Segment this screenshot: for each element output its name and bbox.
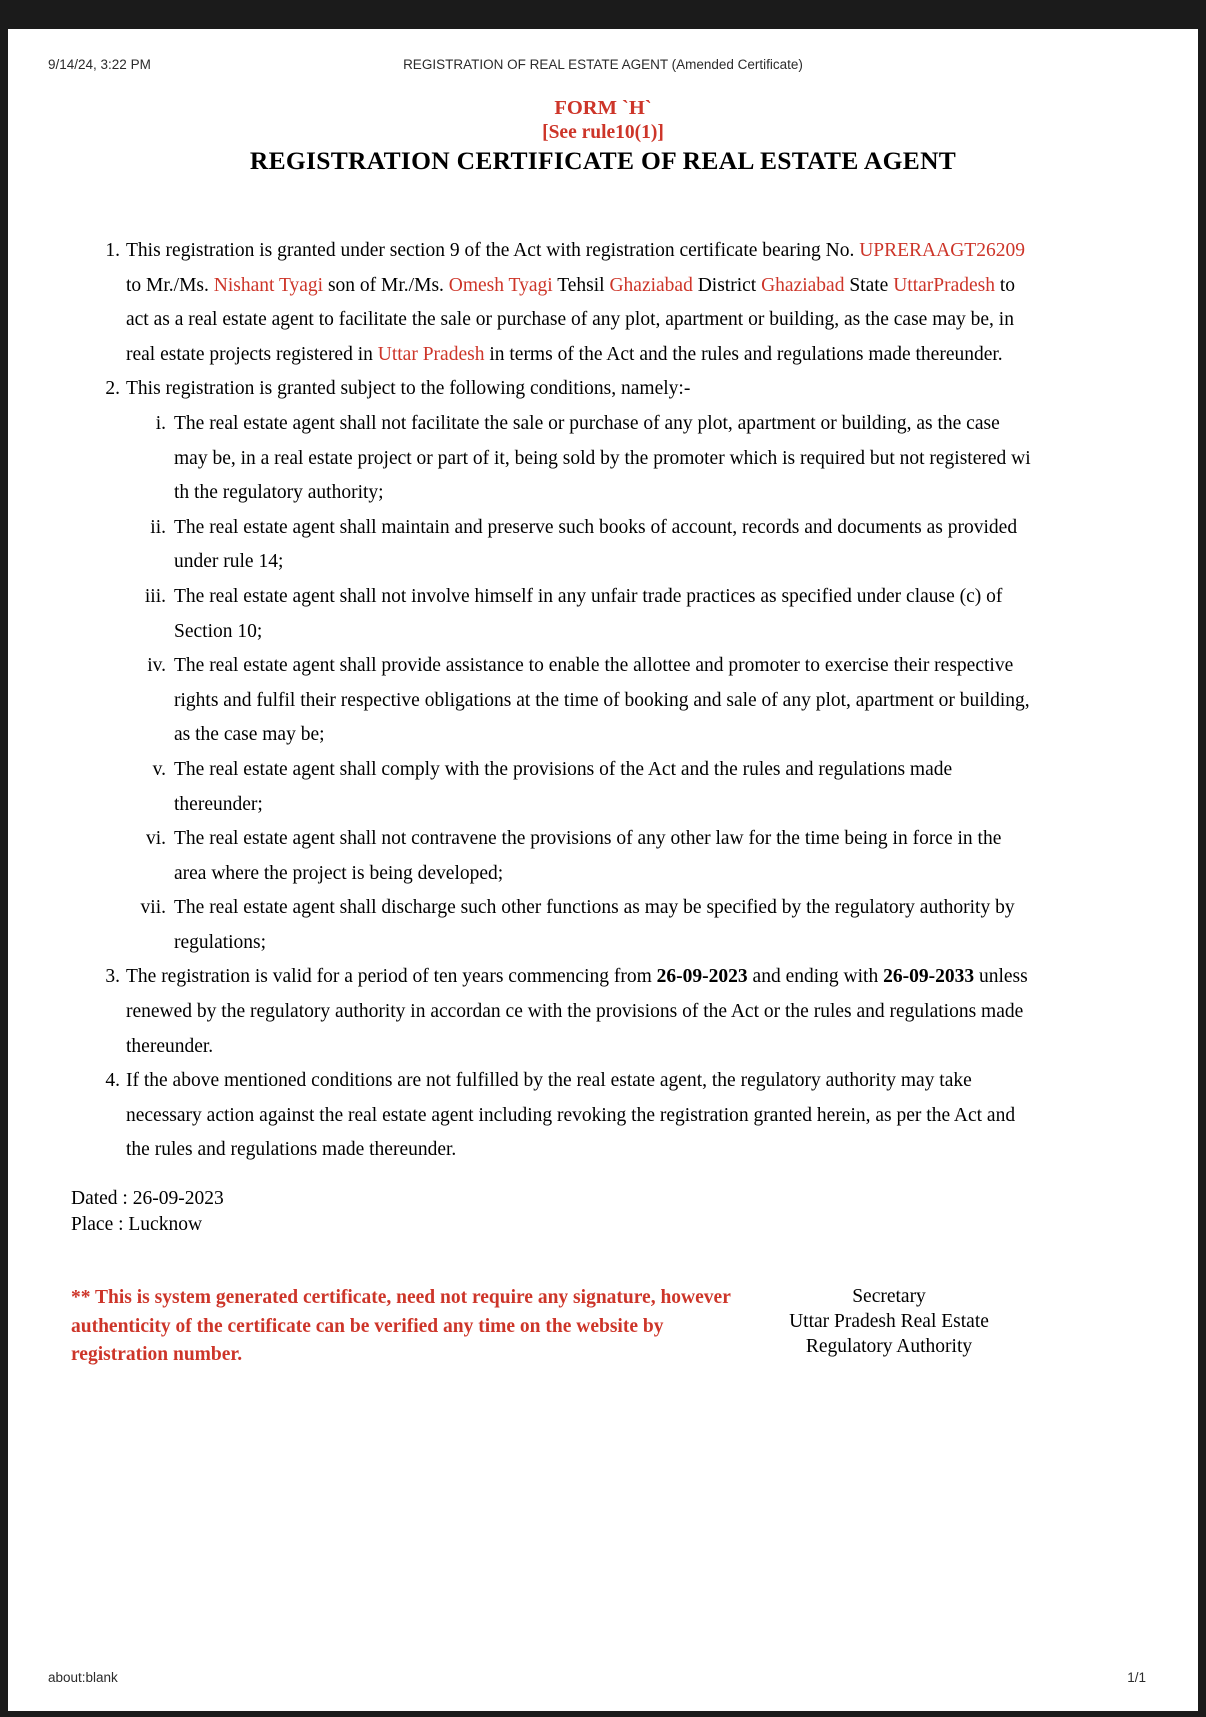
footer-source-url: about:blank [48,1670,118,1685]
condition-v [126,753,1038,822]
form-title: FORM `H` [554,97,652,119]
clause-1-text: This registration is granted under section 9 of the Act with registration certificate bearing No. UPRERAAGT26209 to Mr./Ms. Nishant Tyagi son of Mr./Ms. Omesh Tyagi Tehsil Ghaziabad District Ghaziabad State UttarPradesh to act as a real estate agent to facilitate the sale or purchase of any plot, apartment or building, as the case may be, in real estate projects registered in Uttar Pradesh in terms of the Act and the rules and regulations made thereunder. [126,240,1025,365]
clause-1-number: 1. [105,240,120,261]
conditions-list [126,407,1038,961]
authority-name-line1: Uttar Pradesh Real Estate [789,1311,989,1333]
authority-name-line2: Regulatory Authority [805,1336,973,1358]
clause-3 [100,960,1038,1064]
condition-vii-number: vii. [140,897,166,919]
condition-i [126,407,1038,511]
clause-2-number: 2. [105,378,120,400]
dated-line: Dated : 26-09-2023 [71,1188,224,1210]
clause-4 [100,1064,1038,1168]
certificate-heading [8,96,1198,176]
condition-v-text: The real estate agent shall comply with the provisions of the Act and the rules and regulations made thereunder; [174,758,953,815]
clause-4-number: 4. [105,1070,120,1092]
condition-vi-number: vi. [145,828,166,850]
rule-reference: [See rule10(1)] [542,122,664,143]
condition-ii-text: The real estate agent shall maintain and preserve such books of account, records and documents as provided under rule 14; [174,516,1018,573]
place-line: Place : Lucknow [71,1214,203,1236]
condition-ii [126,511,1038,580]
condition-iii-text: The real estate agent shall not involve himself in any unfair trade practices as specified under clause (c) of Section 10; [174,585,1003,642]
condition-vi [126,822,1038,891]
condition-iii [126,580,1038,649]
certificate-title: REGISTRATION CERTIFICATE OF REAL ESTATE AGENT [249,146,957,175]
condition-iv [126,649,1038,753]
dated-place-block [71,1186,1198,1238]
clause-1 [100,234,1038,372]
clause-4-text: If the above mentioned conditions are not fulfilled by the real estate agent, the regulatory authority may take necessary action against the real estate agent including revoking the registration granted herein, as per the Act and the rules and regulations made thereunder. [126,1070,1016,1161]
print-doc-title: REGISTRATION OF REAL ESTATE AGENT (Amended Certificate) [403,57,803,72]
clause-list [100,234,1038,1168]
condition-vii [126,891,1038,960]
condition-v-number: v. [152,758,166,780]
certificate-page [8,29,1198,1711]
condition-ii-number: ii. [150,516,166,538]
signature-region [8,1284,1198,1434]
signatory-title: Secretary [852,1286,926,1308]
condition-iv-text: The real estate agent shall provide assistance to enable the allottee and promoter to exercise their respective rights and fulfil their respective obligations at the time of booking and sale of any plot, apartment or building, as the case may be; [174,655,1030,746]
print-header [8,57,1198,74]
clause-3-text: The registration is valid for a period of ten years commencing from 26-09-2023 and ending with 26-09-2033 unless renewed by the regulatory authority in accordan ce with the provisions of the Act or the rules and regulations made thereunder. [126,966,1028,1057]
print-datetime: 9/14/24, 3:22 PM [48,57,151,72]
condition-i-number: i. [155,412,166,434]
condition-vii-text: The real estate agent shall discharge such other functions as may be specified by the regulatory authority by regulations; [174,897,1015,953]
clause-2-intro: This registration is granted subject to the following conditions, namely:- [126,378,691,400]
footer-page-indicator: 1/1 [1127,1670,1146,1685]
condition-i-text: The real estate agent shall not facilitate the sale or purchase of any plot, apartment or building, as the case may be, in a real estate project or part of it, being sold by the promoter which is required but not registered wi th the regulatory authority; [174,412,1031,504]
clause-2 [100,372,1038,960]
print-footer [48,1670,1146,1685]
condition-vi-text: The real estate agent shall not contravene the provisions of any other law for the time being in force in the area where the project is being developed; [174,828,1002,884]
condition-iv-number: iv. [147,655,166,677]
clause-3-number: 3. [105,966,120,988]
condition-iii-number: iii. [144,585,166,607]
system-generated-disclaimer: ** This is system generated certificate, need not require any signature, however authenticity of the certificate can be verified any time on the website by registration number. [71,1287,731,1366]
signature-block [759,1284,1019,1359]
